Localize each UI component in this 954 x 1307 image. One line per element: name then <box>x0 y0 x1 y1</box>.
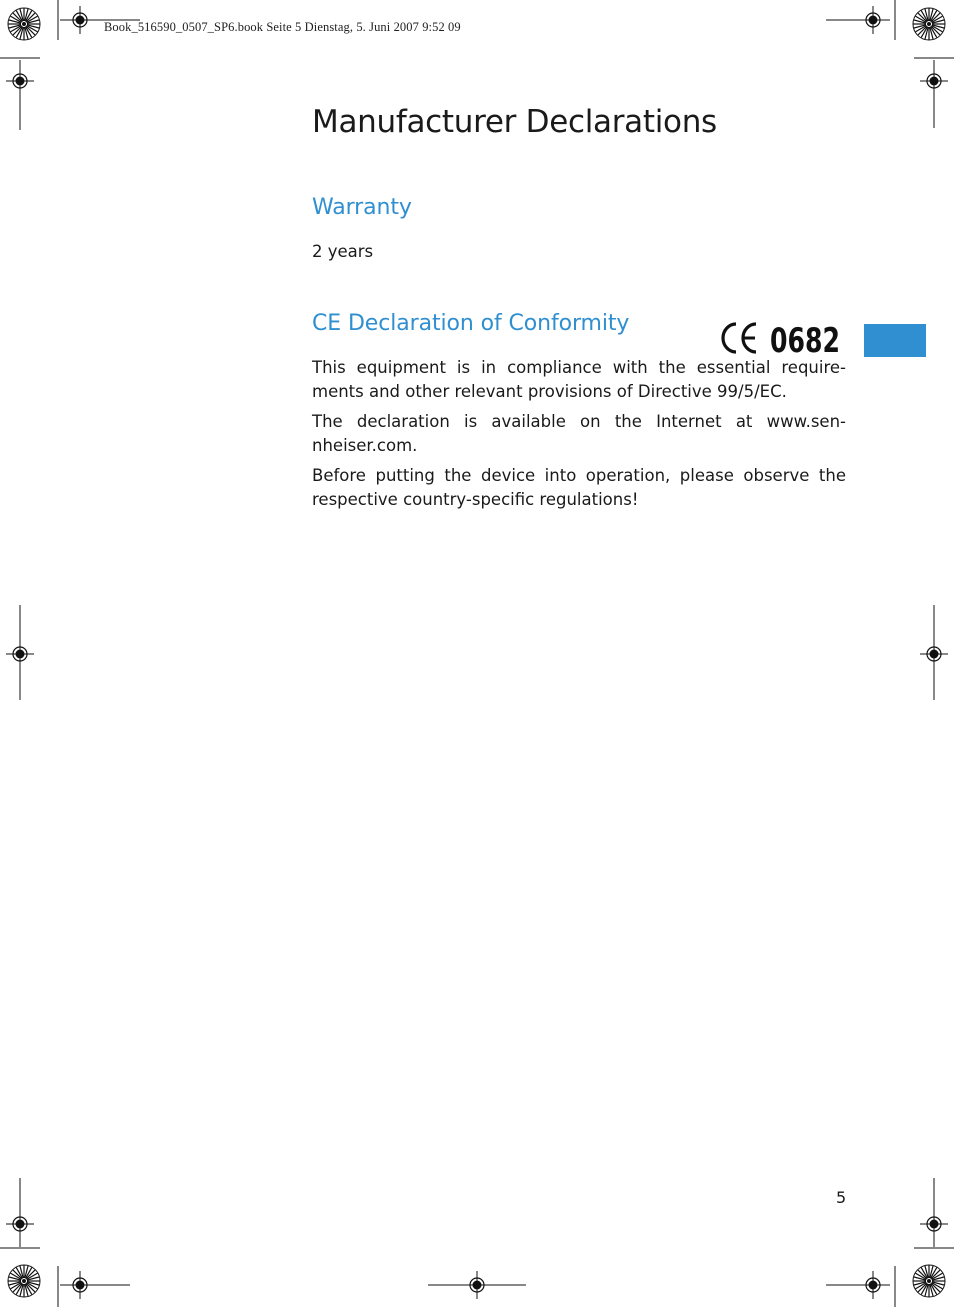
ce-paragraph-compliance: This equipment is in compliance with the essential require-ments and other relevant provisions of Directive 99/5/EC. <box>312 358 846 401</box>
color-wheel-icon <box>913 1265 945 1297</box>
ce-paragraph-regulations: Before putting the device into operation, please observe the respective country-specific regulations! <box>312 466 846 509</box>
ce-mark-icon <box>718 318 842 361</box>
color-wheel-icon <box>8 1265 40 1297</box>
thumb-index-tab <box>864 324 926 357</box>
warranty-heading: Warranty <box>312 195 412 220</box>
ce-mark-number: 0682 <box>770 321 840 361</box>
print-header: Book_516590_0507_SP6.book Seite 5 Dienstag, 5. Juni 2007 9:52 09 <box>104 20 461 34</box>
page-number: 5 <box>836 1188 847 1207</box>
color-wheel-icon <box>913 8 945 40</box>
page-title: Manufacturer Declarations <box>312 104 717 140</box>
warranty-value: 2 years <box>312 242 374 261</box>
ce-paragraph-internet: The declaration is available on the Internet at www.sen-nheiser.com. <box>312 412 846 455</box>
color-wheel-icon <box>8 8 40 40</box>
ce-declaration-heading: CE Declaration of Conformity <box>312 311 630 336</box>
